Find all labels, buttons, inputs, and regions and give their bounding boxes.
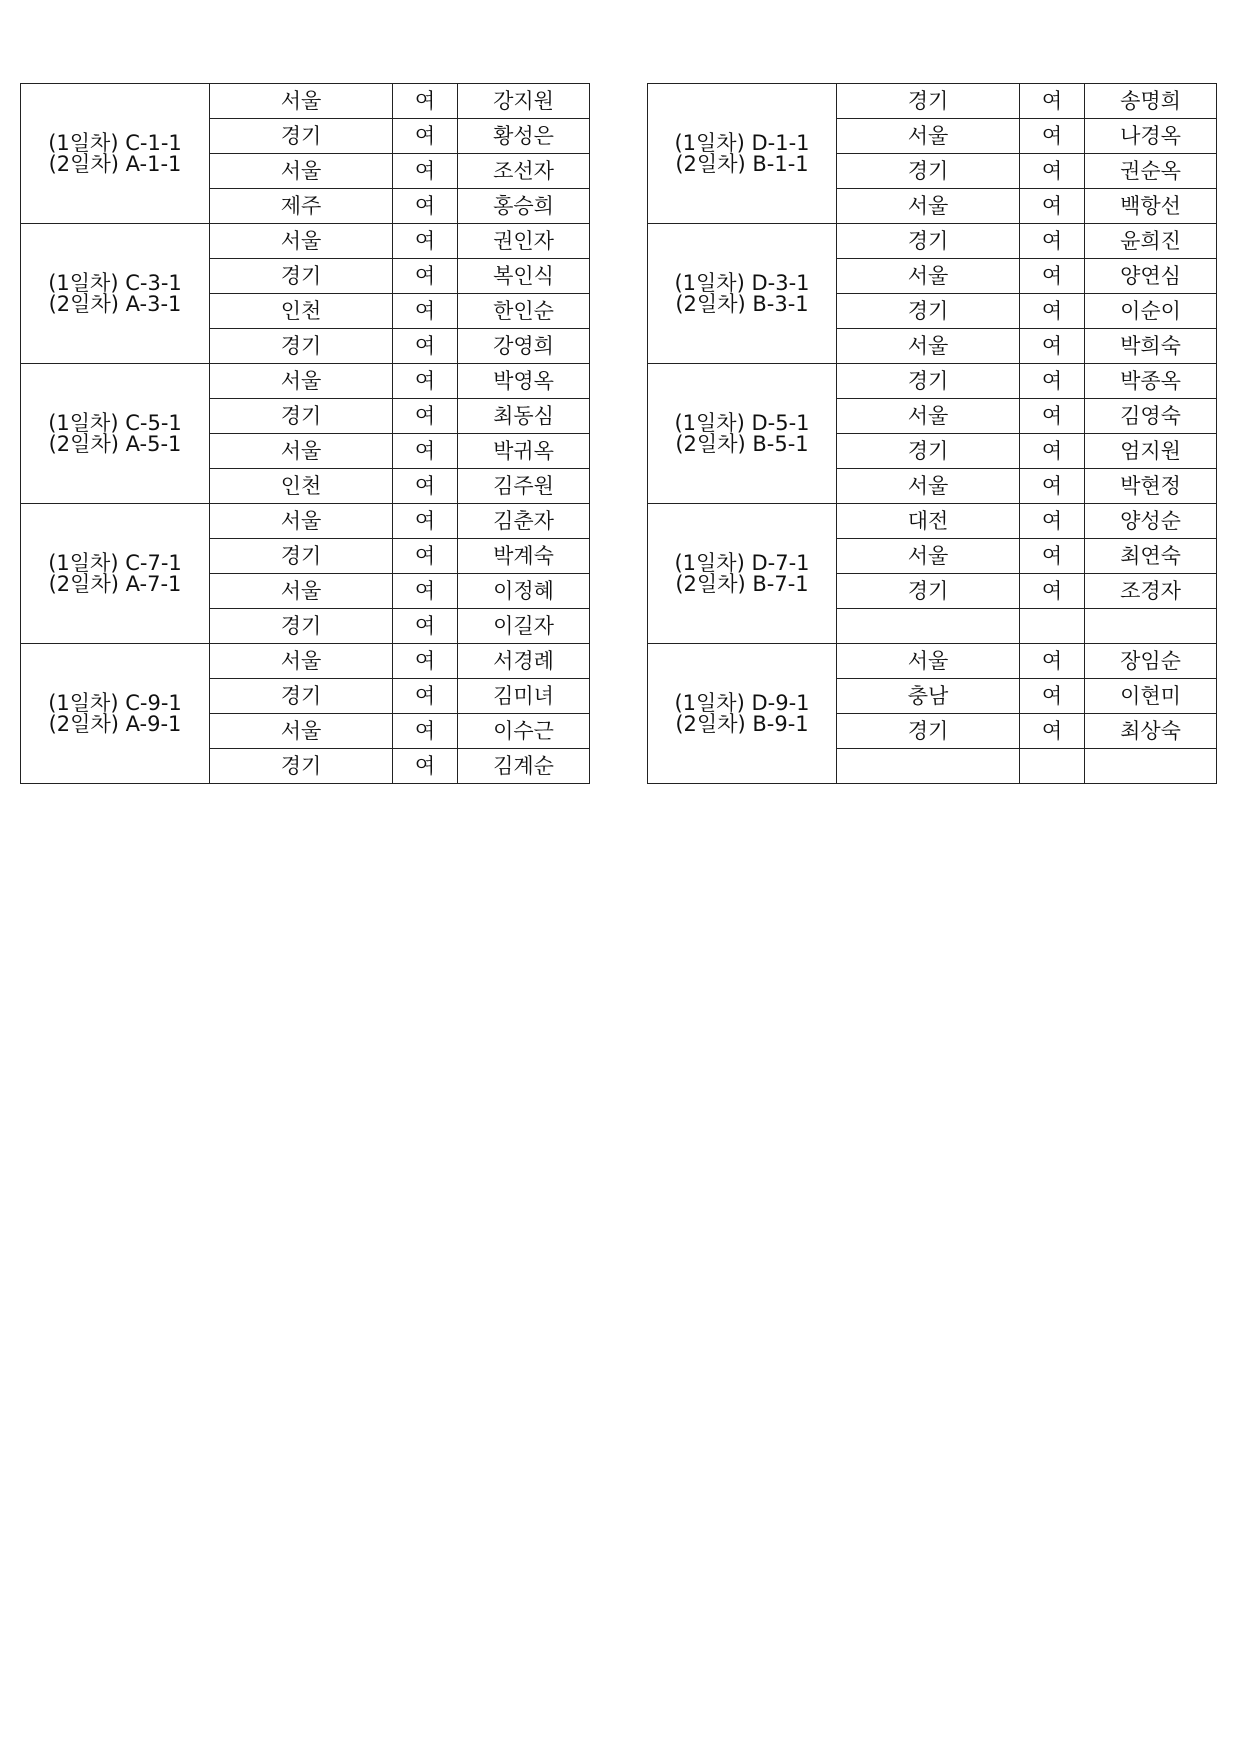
group-label	[648, 224, 837, 364]
group-label	[21, 84, 210, 224]
day2-court: (2일차) B-7-1	[675, 571, 809, 596]
name-cell: 권인자	[458, 224, 590, 259]
name-cell	[1085, 749, 1217, 784]
group-label	[21, 224, 210, 364]
group-label	[648, 504, 837, 644]
region-cell: 경기	[837, 574, 1020, 609]
name-cell: 황성은	[458, 119, 590, 154]
region-cell: 서울	[210, 644, 393, 679]
table-row	[648, 364, 1217, 399]
name-cell: 김영숙	[1085, 399, 1217, 434]
region-cell: 서울	[837, 399, 1020, 434]
region-cell: 서울	[210, 434, 393, 469]
gender-cell: 여	[393, 504, 458, 539]
name-cell: 장임순	[1085, 644, 1217, 679]
group-label	[648, 644, 837, 784]
region-cell: 경기	[210, 609, 393, 644]
day1-court: (1일차) C-5-1	[48, 410, 182, 435]
region-cell: 서울	[837, 119, 1020, 154]
gender-cell: 여	[1020, 294, 1085, 329]
region-cell: 경기	[837, 364, 1020, 399]
group-label	[21, 644, 210, 784]
table-row	[648, 224, 1217, 259]
region-cell: 충남	[837, 679, 1020, 714]
name-cell: 한인순	[458, 294, 590, 329]
region-cell: 경기	[210, 399, 393, 434]
day2-court: (2일차) B-3-1	[675, 291, 809, 316]
day1-court: (1일차) C-9-1	[48, 690, 182, 715]
group-label	[648, 364, 837, 504]
gender-cell: 여	[1020, 329, 1085, 364]
region-cell: 서울	[210, 84, 393, 119]
name-cell: 서경례	[458, 644, 590, 679]
gender-cell: 여	[393, 749, 458, 784]
name-cell: 엄지원	[1085, 434, 1217, 469]
gender-cell: 여	[1020, 679, 1085, 714]
gender-cell: 여	[393, 679, 458, 714]
gender-cell: 여	[1020, 504, 1085, 539]
name-cell: 윤희진	[1085, 224, 1217, 259]
day2-court: (2일차) A-3-1	[48, 291, 182, 316]
gender-cell: 여	[393, 609, 458, 644]
name-cell: 박희숙	[1085, 329, 1217, 364]
day1-court: (1일차) D-3-1	[674, 270, 810, 295]
name-cell: 박귀옥	[458, 434, 590, 469]
left-group-table	[20, 83, 590, 784]
day1-court: (1일차) C-3-1	[48, 270, 182, 295]
region-cell: 경기	[210, 539, 393, 574]
region-cell: 서울	[210, 504, 393, 539]
region-cell: 서울	[837, 329, 1020, 364]
region-cell	[837, 749, 1020, 784]
table-row	[21, 84, 590, 119]
table-row	[648, 644, 1217, 679]
day1-court: (1일차) C-1-1	[48, 130, 182, 155]
gender-cell: 여	[393, 469, 458, 504]
region-cell: 경기	[837, 224, 1020, 259]
name-cell: 최상숙	[1085, 714, 1217, 749]
name-cell: 백항선	[1085, 189, 1217, 224]
gender-cell: 여	[393, 644, 458, 679]
gender-cell: 여	[1020, 469, 1085, 504]
day2-court: (2일차) A-5-1	[48, 431, 182, 456]
region-cell: 경기	[837, 154, 1020, 189]
group-label	[21, 504, 210, 644]
region-cell: 경기	[210, 329, 393, 364]
name-cell: 이길자	[458, 609, 590, 644]
day1-court: (1일차) D-7-1	[674, 550, 810, 575]
day2-court: (2일차) B-1-1	[675, 151, 809, 176]
region-cell: 서울	[210, 224, 393, 259]
name-cell: 김춘자	[458, 504, 590, 539]
region-cell: 대전	[837, 504, 1020, 539]
region-cell: 서울	[837, 469, 1020, 504]
name-cell: 박영옥	[458, 364, 590, 399]
region-cell: 경기	[837, 434, 1020, 469]
group-label	[648, 84, 837, 224]
gender-cell: 여	[393, 84, 458, 119]
name-cell: 최연숙	[1085, 539, 1217, 574]
table-row	[21, 644, 590, 679]
region-cell: 서울	[210, 154, 393, 189]
day1-court: (1일차) D-5-1	[674, 410, 810, 435]
name-cell: 조선자	[458, 154, 590, 189]
gender-cell: 여	[1020, 119, 1085, 154]
day1-court: (1일차) D-1-1	[674, 130, 810, 155]
gender-cell: 여	[393, 714, 458, 749]
name-cell: 박현정	[1085, 469, 1217, 504]
region-cell: 인천	[210, 469, 393, 504]
gender-cell: 여	[1020, 84, 1085, 119]
name-cell: 김주원	[458, 469, 590, 504]
gender-cell: 여	[1020, 714, 1085, 749]
name-cell: 송명희	[1085, 84, 1217, 119]
gender-cell: 여	[393, 539, 458, 574]
day1-court: (1일차) D-9-1	[674, 690, 810, 715]
gender-cell: 여	[393, 154, 458, 189]
region-cell: 서울	[210, 714, 393, 749]
day2-court: (2일차) B-9-1	[675, 711, 809, 736]
gender-cell: 여	[393, 434, 458, 469]
name-cell: 나경옥	[1085, 119, 1217, 154]
gender-cell	[1020, 749, 1085, 784]
region-cell: 경기	[210, 679, 393, 714]
region-cell: 서울	[837, 539, 1020, 574]
region-cell: 서울	[837, 189, 1020, 224]
group-label	[21, 364, 210, 504]
table-row	[648, 84, 1217, 119]
gender-cell: 여	[393, 399, 458, 434]
gender-cell: 여	[1020, 434, 1085, 469]
table-row	[21, 504, 590, 539]
gender-cell: 여	[393, 294, 458, 329]
name-cell: 양성순	[1085, 504, 1217, 539]
gender-cell: 여	[393, 574, 458, 609]
gender-cell: 여	[1020, 259, 1085, 294]
name-cell: 이수근	[458, 714, 590, 749]
gender-cell	[1020, 609, 1085, 644]
name-cell: 복인식	[458, 259, 590, 294]
day2-court: (2일차) B-5-1	[675, 431, 809, 456]
name-cell: 김계순	[458, 749, 590, 784]
name-cell: 최동심	[458, 399, 590, 434]
day2-court: (2일차) A-1-1	[48, 151, 182, 176]
name-cell: 양연심	[1085, 259, 1217, 294]
name-cell: 홍승희	[458, 189, 590, 224]
region-cell: 경기	[210, 749, 393, 784]
name-cell: 이현미	[1085, 679, 1217, 714]
table-row	[21, 224, 590, 259]
name-cell: 조경자	[1085, 574, 1217, 609]
region-cell: 경기	[837, 714, 1020, 749]
gender-cell: 여	[1020, 154, 1085, 189]
name-cell: 이정혜	[458, 574, 590, 609]
name-cell: 강영희	[458, 329, 590, 364]
region-cell: 경기	[210, 119, 393, 154]
gender-cell: 여	[393, 119, 458, 154]
region-cell: 서울	[837, 259, 1020, 294]
gender-cell: 여	[1020, 189, 1085, 224]
gender-cell: 여	[1020, 539, 1085, 574]
gender-cell: 여	[1020, 644, 1085, 679]
region-cell: 경기	[837, 294, 1020, 329]
gender-cell: 여	[393, 259, 458, 294]
gender-cell: 여	[393, 329, 458, 364]
region-cell: 서울	[837, 644, 1020, 679]
name-cell	[1085, 609, 1217, 644]
gender-cell: 여	[393, 224, 458, 259]
name-cell: 김미녀	[458, 679, 590, 714]
region-cell: 제주	[210, 189, 393, 224]
gender-cell: 여	[393, 364, 458, 399]
gender-cell: 여	[1020, 224, 1085, 259]
gender-cell: 여	[1020, 364, 1085, 399]
region-cell: 경기	[210, 259, 393, 294]
table-row	[648, 504, 1217, 539]
name-cell: 권순옥	[1085, 154, 1217, 189]
right-group-table	[647, 83, 1217, 784]
name-cell: 박계숙	[458, 539, 590, 574]
region-cell: 서울	[210, 574, 393, 609]
day2-court: (2일차) A-9-1	[48, 711, 182, 736]
region-cell	[837, 609, 1020, 644]
gender-cell: 여	[1020, 574, 1085, 609]
region-cell: 경기	[837, 84, 1020, 119]
region-cell: 인천	[210, 294, 393, 329]
day2-court: (2일차) A-7-1	[48, 571, 182, 596]
gender-cell: 여	[1020, 399, 1085, 434]
name-cell: 강지원	[458, 84, 590, 119]
table-row	[21, 364, 590, 399]
day1-court: (1일차) C-7-1	[48, 550, 182, 575]
gender-cell: 여	[393, 189, 458, 224]
name-cell: 박종옥	[1085, 364, 1217, 399]
region-cell: 서울	[210, 364, 393, 399]
name-cell: 이순이	[1085, 294, 1217, 329]
